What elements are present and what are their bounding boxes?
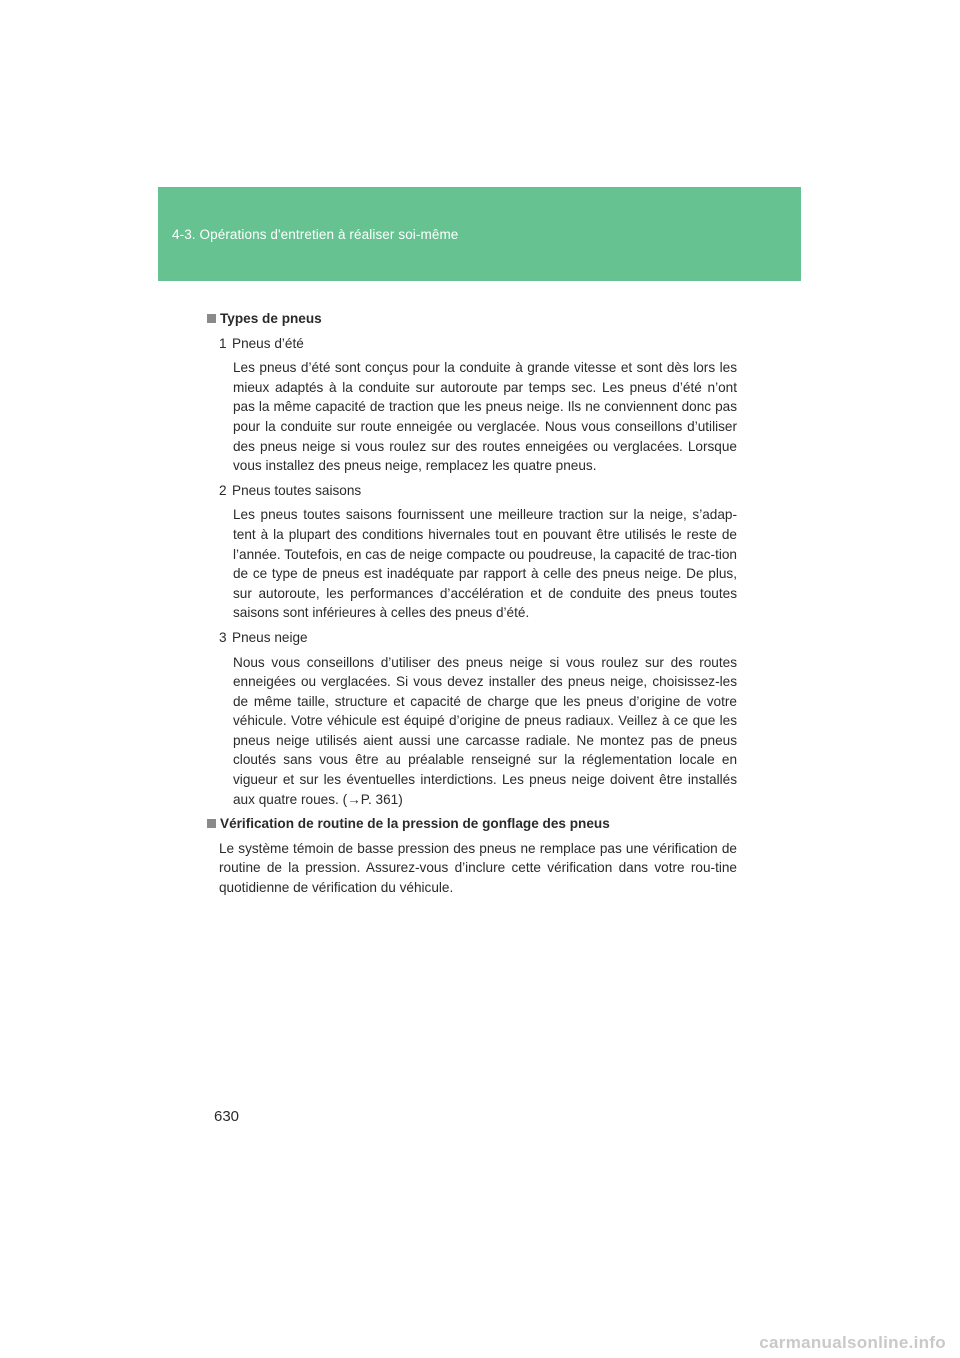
section-heading-tire-types (207, 309, 737, 329)
section-heading-pressure-check (207, 814, 737, 834)
chapter-title: 4-3. Opérations d'entretien à réaliser soi-même (172, 227, 459, 242)
section-heading-text: Vérification de routine de la pression de gonflage des pneus (220, 816, 610, 832)
square-bullet-icon (207, 819, 216, 828)
section-heading-text: Types de pneus (220, 311, 322, 326)
page-content (207, 309, 737, 898)
list-item-body: Les pneus toutes saisons fournissent une meilleure traction sur la neige, s’adap-tent à la plupart des conditions hivernales tout en pouvant être utilisés le reste de l’année. Toutefois, en cas de neige compacte ou poudreuse, la capacité de trac-tion de ce type de pneus est inadéquate par rapport à celle des pneus neige. De plus, sur autoroute, les performances d’accélération et de conduite des pneus toutes saisons sont inférieures à celles des pneus d’été. (233, 507, 737, 621)
list-item-body: Nous vous conseillons d’utiliser des pneus neige si vous roulez sur des routes enneigées ou verglacées. Si vous devez installer des pneus neige, choisissez-les de même taille, structure et capacité de charge que les pneus d’origine de votre véhicule. Votre véhicule est équipé d’origine de pneus radiaux. Veillez à ce que les pneus neige utilisés aient aussi une carcasse radiale. Ne montez pas de pneus cloutés sans vous être au préalable renseigné sur la réglementation locale en vigueur et sur les éventuelles interdictions. Les pneus neige doivent être installés aux quatre roues. (→P. 361) (233, 654, 737, 807)
watermark[interactable]: carmanualsonline.info (759, 1333, 946, 1352)
list-item-body: Les pneus d’été sont conçus pour la conduite à grande vitesse et sont dès lors les mieux adaptés à la conduite sur autoroute par temps sec. Les pneus d’été n’ont pas la même capacité de traction que les pneus neige. Ils ne conviennent donc pas pour la conduite sur route enneigée ou verglacée. Nous vous conseillons d’utiliser des pneus neige si vous roulez sur des routes enneigées ou verglacées. Lorsque vous installez des pneus neige, remplacez les quatre pneus. (233, 360, 737, 474)
item-title-text: Pneus toutes saisons (232, 482, 362, 498)
list-item-title (219, 334, 737, 354)
item-number: 1 (219, 335, 227, 351)
square-bullet-icon (207, 314, 216, 323)
item-number: 2 (219, 482, 227, 498)
item-title-text: Pneus d’été (232, 335, 304, 351)
item-title-text: Pneus neige (232, 629, 308, 645)
item-number: 3 (219, 629, 227, 645)
list-item-title (219, 628, 737, 648)
list-item-title (219, 481, 737, 501)
page-number: 630 (214, 1108, 240, 1125)
section-body-text: Le système témoin de basse pression des pneus ne remplace pas une vérification de routine de la pression. Assurez-vous d’inclure cette vérification dans votre rou-tine quotidienne de vérification du véhicule. (219, 840, 737, 896)
